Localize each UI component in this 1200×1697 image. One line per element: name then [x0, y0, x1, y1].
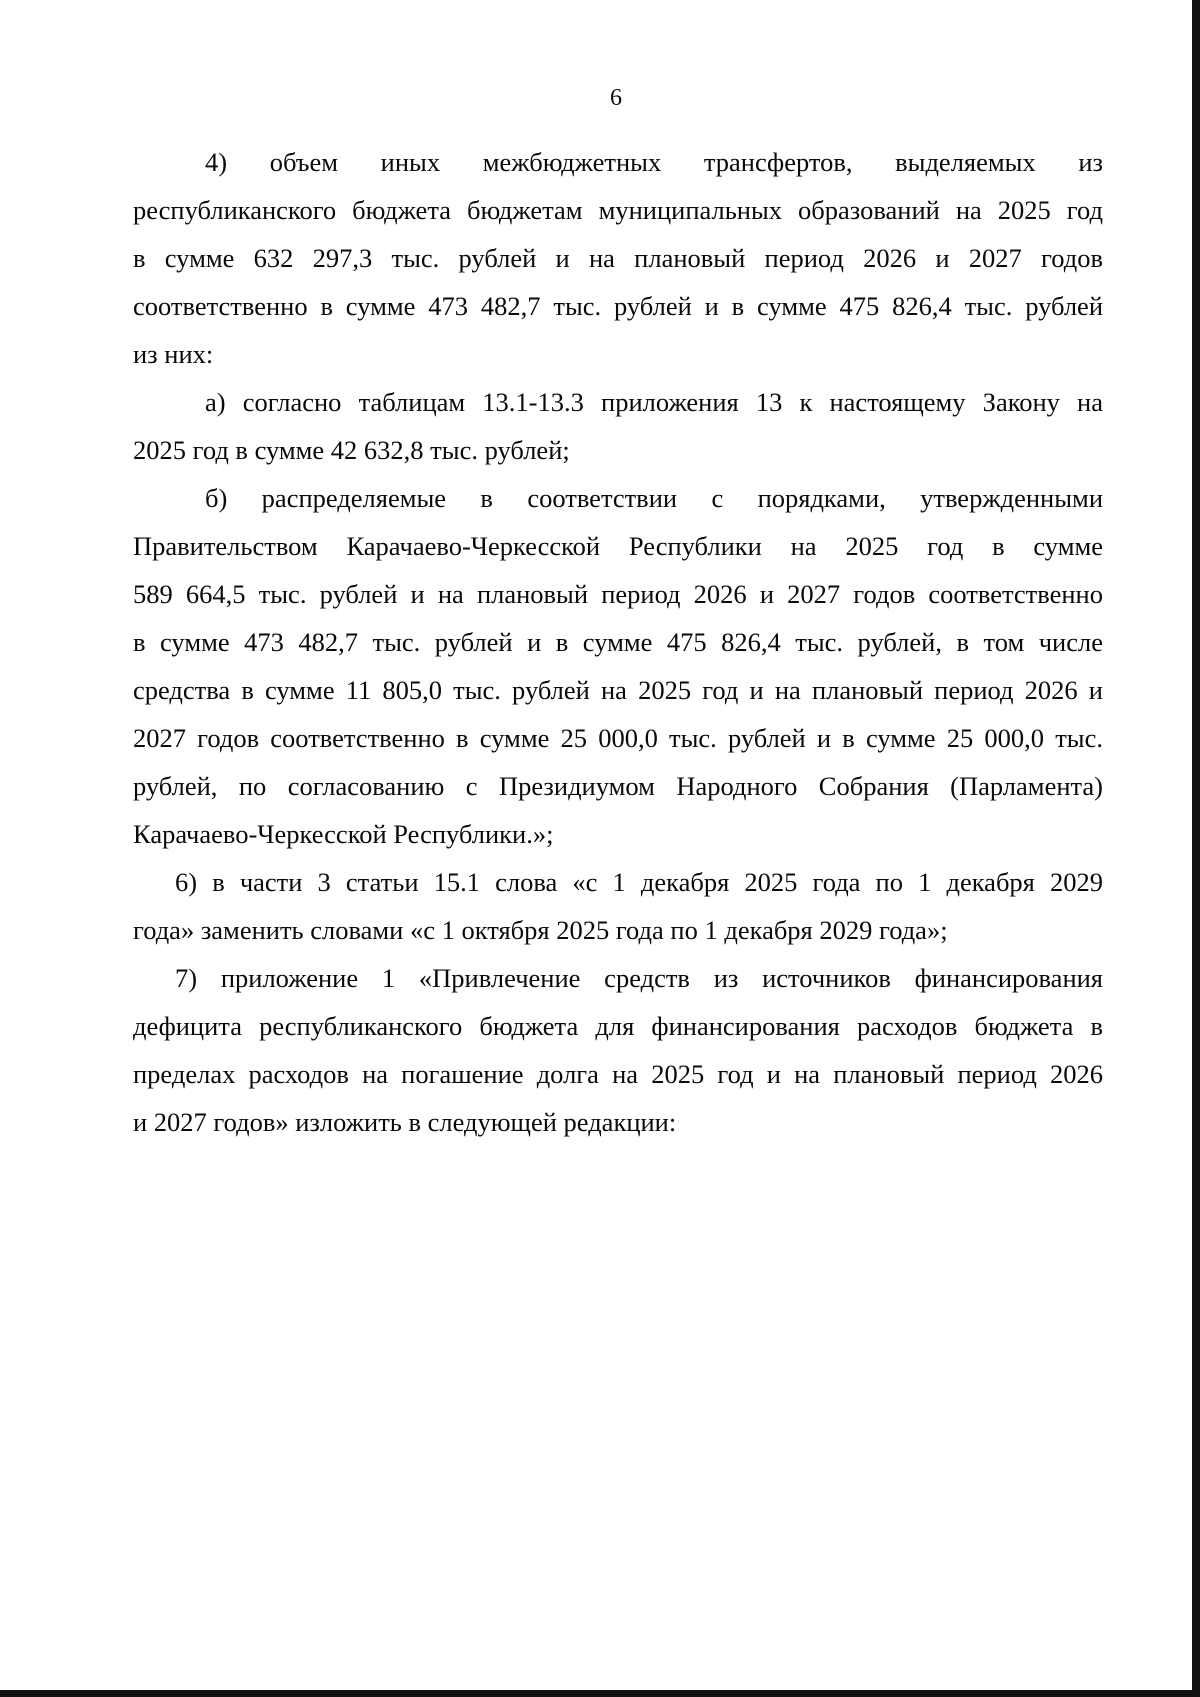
text-line: а) согласно таблицам 13.1-13.3 приложения 13 к настоящему Закону на: [205, 387, 1103, 417]
paragraph-item-7: [133, 954, 1103, 1146]
text-line: соответственно в сумме 473 482,7 тыс. рублей и в сумме 475 826,4 тыс. рублей: [133, 291, 1103, 321]
text-line: 2025 год в сумме 42 632,8 тыс. рублей;: [133, 435, 570, 465]
text-line: рублей, по согласованию с Президиумом Народного Собрания (Парламента): [133, 771, 1103, 801]
text-line: Правительством Карачаево-Черкесской Республики на 2025 год в сумме: [133, 531, 1103, 561]
text-line: средства в сумме 11 805,0 тыс. рублей на 2025 год и на плановый период 2026 и: [133, 675, 1103, 705]
text-line: 2027 годов соответственно в сумме 25 000,0 тыс. рублей и в сумме 25 000,0 тыс.: [133, 723, 1103, 753]
text-line: из них:: [133, 339, 214, 369]
paragraph-sub-b: [133, 474, 1103, 858]
paragraph-sub-a: [133, 378, 1103, 474]
page-number: 6: [610, 85, 622, 111]
text-line: б) распределяемые в соответствии с порядками, утвержденными: [205, 483, 1103, 513]
text-line: 589 664,5 тыс. рублей и на плановый период 2026 и 2027 годов соответственно: [133, 579, 1103, 609]
text-line: 7) приложение 1 «Привлечение средств из источников финансирования: [175, 963, 1103, 993]
paragraph-item-6: [133, 858, 1103, 954]
text-line: Карачаево-Черкесской Республики.»;: [133, 819, 554, 849]
text-line: дефицита республиканского бюджета для финансирования расходов бюджета в: [133, 1011, 1103, 1041]
text-line: 4) объем иных межбюджетных трансфертов, выделяемых из: [205, 147, 1103, 177]
text-line: и 2027 годов» изложить в следующей редакции:: [133, 1107, 677, 1137]
text-line: 6) в части 3 статьи 15.1 слова «с 1 декабря 2025 года по 1 декабря 2029: [175, 867, 1103, 897]
document-body: [133, 138, 1103, 1146]
text-line: года» заменить словами «с 1 октября 2025 года по 1 декабря 2029 года»;: [133, 915, 948, 945]
scan-edge-right: [1192, 0, 1200, 1697]
paragraph-item-4: [133, 138, 1103, 378]
text-line: в сумме 473 482,7 тыс. рублей и в сумме 475 826,4 тыс. рублей, в том числе: [133, 627, 1103, 657]
text-line: в сумме 632 297,3 тыс. рублей и на плановый период 2026 и 2027 годов: [133, 243, 1103, 273]
scan-edge-bottom: [0, 1690, 1200, 1697]
text-line: пределах расходов на погашение долга на 2025 год и на плановый период 2026: [133, 1059, 1103, 1089]
text-line: республиканского бюджета бюджетам муниципальных образований на 2025 год: [133, 195, 1103, 225]
